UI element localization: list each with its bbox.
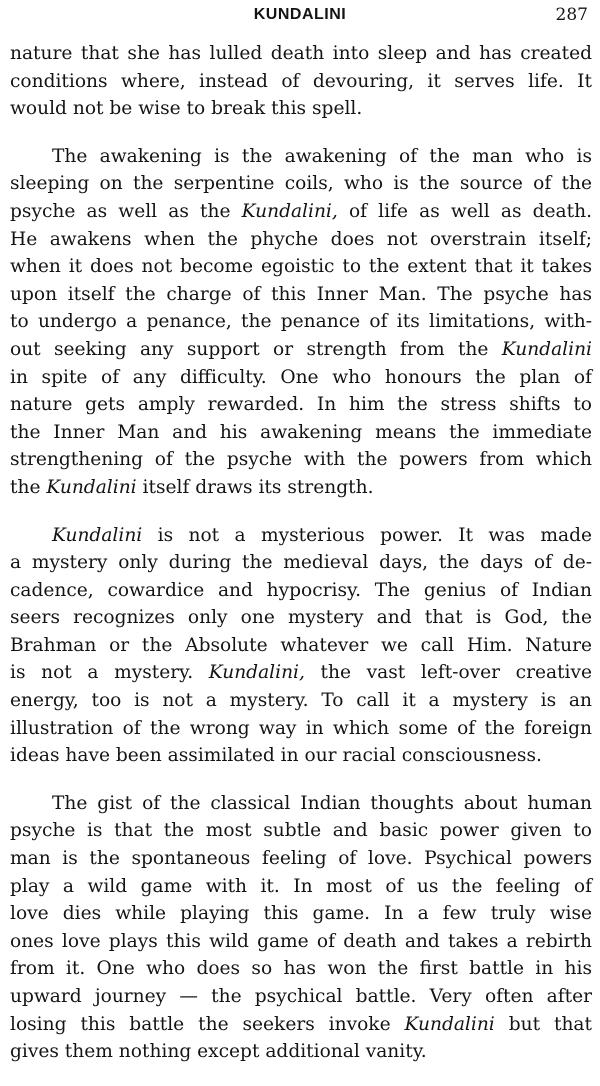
text-segment: upon itself the charge of this Inner Man. The psyche has <box>10 283 592 305</box>
text-segment: strengthening of the psyche with the powers from which <box>10 449 592 471</box>
text-segment: losing this battle the seekers invoke <box>10 1013 405 1035</box>
text-segment: the vast left-over creative <box>304 662 592 684</box>
text-segment: gives them nothing except additional vanity. <box>10 1041 427 1063</box>
text-line <box>10 549 592 577</box>
text-segment: but that <box>494 1013 592 1035</box>
italic-text: Kundalini, <box>241 200 338 222</box>
text-line <box>10 364 592 392</box>
italic-text: Kundalini, <box>208 662 305 684</box>
text-segment: play a wild game with it. In most of us the feeling of <box>10 875 592 897</box>
text-line <box>10 522 592 550</box>
text-line <box>10 170 592 198</box>
text-segment: itself draws its strength. <box>136 476 374 498</box>
paragraph <box>10 522 592 770</box>
text-segment: is not a mysterious power. It was made <box>142 524 592 546</box>
text-segment: man is the spontaneous feeling of love. Psychical powers <box>10 848 592 870</box>
italic-text: Kundalini <box>404 1013 495 1035</box>
text-segment: psyche is that the most subtle and basic power given to <box>10 820 592 842</box>
text-segment: from it. One who does so has won the first battle in his <box>10 958 592 980</box>
paragraph <box>10 40 592 123</box>
text-segment: nature gets amply rewarded. In him the stress shifts to <box>10 394 592 416</box>
text-line <box>10 143 592 171</box>
text-line <box>10 983 592 1011</box>
text-line <box>10 1038 592 1066</box>
text-line <box>10 687 592 715</box>
running-head: KUNDALINI <box>253 6 347 23</box>
text-segment: illustration of the wrong way in which some of the foreign <box>10 717 592 739</box>
text-segment: to undergo a penance, the penance of its limitations, with- <box>10 311 592 333</box>
text-line <box>10 281 592 309</box>
text-line <box>10 955 592 983</box>
text-segment: is not a mystery. <box>10 662 209 684</box>
page-header <box>0 4 600 30</box>
text-segment: ideas have been assimilated in our racial consciousness. <box>10 745 542 767</box>
paragraph <box>10 143 592 502</box>
text-line <box>10 419 592 447</box>
text-segment: out seeking any support or strength from the <box>10 338 502 360</box>
paragraph <box>10 790 592 1066</box>
text-line <box>10 68 592 96</box>
text-segment: when it does not become egoistic to the extent that it takes <box>10 256 592 278</box>
text-line <box>10 742 592 770</box>
text-line <box>10 577 592 605</box>
text-segment: seers recognizes only one mystery and that is God, the <box>10 607 592 629</box>
text-segment: the <box>10 476 47 498</box>
text-line <box>10 604 592 632</box>
text-segment: Brahman or the Absolute whatever we call Him. Nature <box>10 634 592 656</box>
text-line <box>10 845 592 873</box>
text-segment: would not be wise to break this spell. <box>10 98 363 120</box>
text-line <box>10 715 592 743</box>
body-text <box>10 40 592 1086</box>
text-line <box>10 308 592 336</box>
text-segment: nature that she has lulled death into sleep and has created <box>10 43 592 64</box>
italic-text: Kundalini <box>501 338 592 360</box>
text-line <box>10 790 592 818</box>
text-line <box>10 391 592 419</box>
text-segment: in spite of any difficulty. One who honours the plan of <box>10 366 592 388</box>
text-line <box>10 336 592 364</box>
text-segment: of life as well as death. <box>337 200 592 222</box>
italic-text: Kundalini <box>52 524 143 546</box>
text-line <box>10 95 592 123</box>
text-line <box>10 817 592 845</box>
text-line <box>10 873 592 901</box>
text-segment: the Inner Man and his awakening means the immediate <box>10 421 592 443</box>
text-line <box>10 446 592 474</box>
text-line <box>10 40 592 68</box>
text-segment: psyche as well as the <box>10 200 242 222</box>
text-segment: cadence, cowardice and hypocrisy. The genius of Indian <box>10 579 592 601</box>
text-segment: sleeping on the serpentine coils, who is the source of the <box>10 173 592 195</box>
text-segment: The awakening is the awakening of the man who is <box>52 145 592 167</box>
text-line <box>10 253 592 281</box>
text-line <box>10 1011 592 1039</box>
text-line <box>10 226 592 254</box>
text-segment: love dies while playing this game. In a few truly wise <box>10 903 592 925</box>
page-number: 287 <box>555 5 588 25</box>
text-segment: a mystery only during the medieval days, the days of de- <box>10 552 592 574</box>
text-line <box>10 474 592 502</box>
text-line <box>10 632 592 660</box>
italic-text: Kundalini <box>46 476 137 498</box>
text-segment: ones love plays this wild game of death and takes a rebirth <box>10 930 592 952</box>
text-segment: energy, too is not a mystery. To call it a mystery is an <box>10 690 592 712</box>
text-segment: upward journey — the psychical battle. Very often after <box>10 986 592 1007</box>
text-segment: conditions where, instead of devouring, it serves life. It <box>10 70 592 92</box>
text-line <box>10 659 592 687</box>
text-line <box>10 928 592 956</box>
text-segment: The gist of the classical Indian thoughts about human <box>52 792 592 814</box>
text-line <box>10 198 592 226</box>
text-line <box>10 900 592 928</box>
text-segment: He awakens when the phyche does not overstrain itself; <box>10 228 592 250</box>
